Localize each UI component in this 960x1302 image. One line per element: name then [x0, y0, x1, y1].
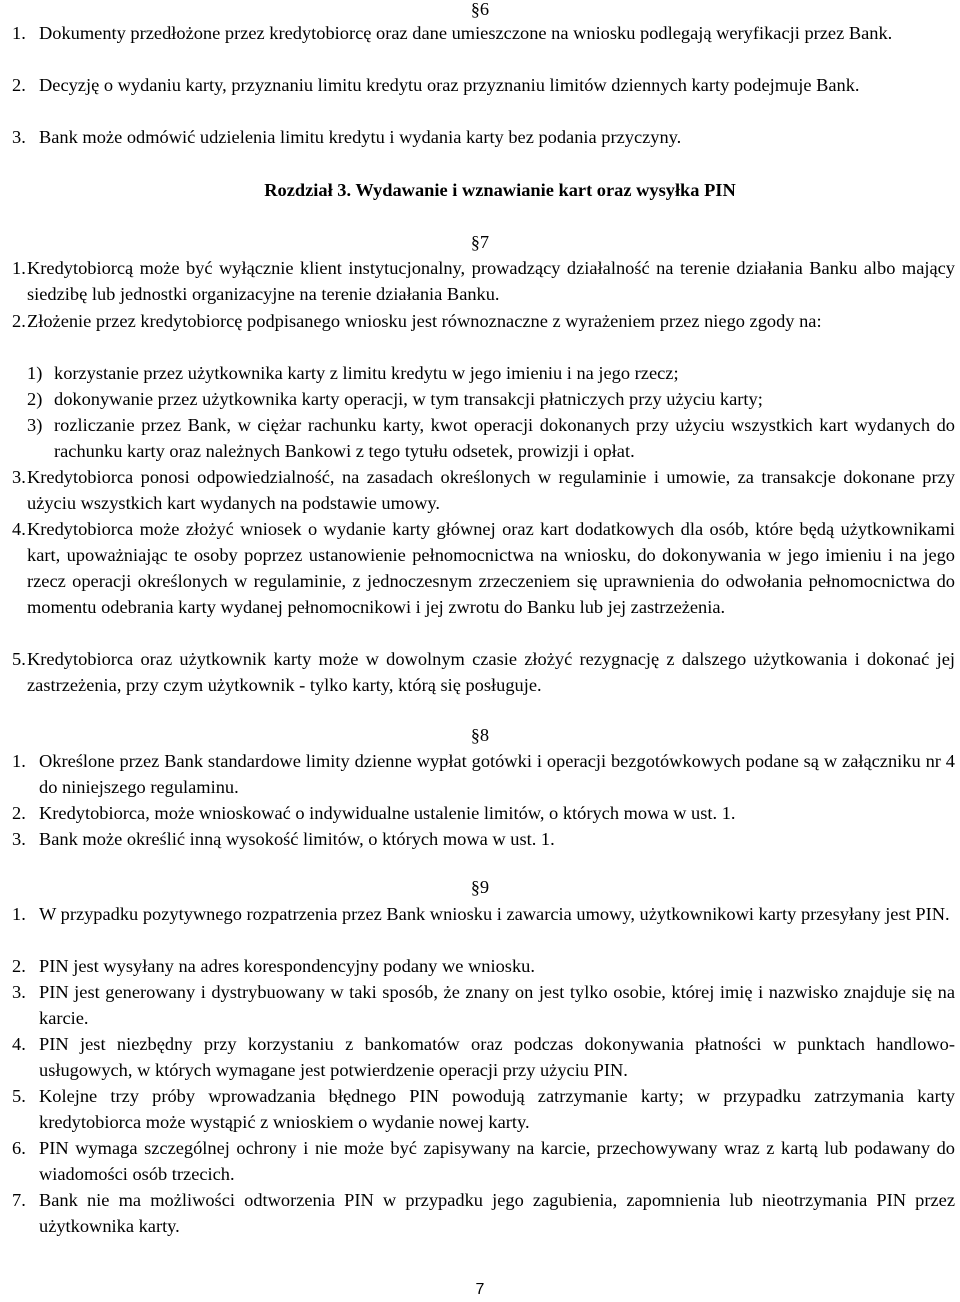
- item-text: Kredytobiorca może złożyć wniosek o wydanie karty głównej oraz kart dodatkowych dla osób, które będą użytkownikami kart, upoważniając te osoby poprzez ustanowienie pełnomocnictwa na wniosku, do dokonywania w jego imieniu i na jego rzecz operacji określonych w regulaminie, z jednoczesnym zrzeczeniem się uprawnienia do odwołania pełnomocnictwa do momentu odebrania karty wydanej pełnomocnikowi i jej zwrotu do Banku lub jej zastrzeżenia.: [27, 519, 955, 617]
- section-number: 9: [479, 877, 490, 897]
- item-text: Określone przez Bank standardowe limity dzienne wypłat gotówki i operacji bezgotówkowych podane są w załączniku nr 4 do niniejszego regulaminu.: [39, 751, 955, 797]
- item-text: Bank może odmówić udzielenia limitu kredytu i wydania karty bez podania przyczyny.: [39, 127, 682, 147]
- section-8-item: [12, 748, 955, 800]
- item-number: 2.: [12, 956, 26, 976]
- item-number: 5.: [12, 1086, 26, 1106]
- subitem-number: 2): [27, 389, 43, 409]
- item-text: Decyzję o wydaniu karty, przyznaniu limitu kredytu oraz przyznaniu limitów dziennych karty podejmuje Bank.: [39, 75, 860, 95]
- chapter-heading: Rozdział 3. Wydawanie i wznawianie kart oraz wysyłka PIN: [264, 180, 736, 200]
- item-number: 2.: [12, 75, 26, 95]
- item-number: 6.: [12, 1138, 26, 1158]
- item-text: Kredytobiorcą może być wyłącznie klient instytucjonalny, prowadzący działalność na terenie działania Banku albo mający siedzibę lub jednostki organizacyjne na terenie działania Banku.: [27, 258, 955, 304]
- section-7-subitem: [27, 386, 955, 412]
- subitem-number: 1): [27, 363, 43, 383]
- item-text: Kredytobiorca, może wnioskować o indywidualne ustalenie limitów, o których mowa w ust. 1.: [39, 803, 736, 823]
- section-7-heading: [0, 229, 960, 255]
- section-6-item: [12, 124, 955, 150]
- item-number: 3.: [12, 467, 26, 487]
- section-number: 7: [479, 232, 490, 252]
- section-7-subitem: [27, 360, 955, 386]
- section-7-item: [12, 516, 955, 620]
- section-8-item: [12, 826, 955, 852]
- item-number: 2.: [12, 803, 26, 823]
- item-text: W przypadku pozytywnego rozpatrzenia przez Bank wniosku i zawarcia umowy, użytkownikowi karty przesyłany jest PIN.: [39, 904, 950, 924]
- section-9-heading: [0, 874, 960, 900]
- section-6-heading: [0, 0, 960, 22]
- section-9-item: [12, 979, 955, 1031]
- item-text: PIN jest niezbędny przy korzystaniu z bankomatów oraz podczas dokonywania płatności w punktach handlowo-usługowych, w których wymagane jest potwierdzenie operacji przy użyciu PIN.: [39, 1034, 955, 1080]
- item-text: PIN jest wysyłany na adres korespondencyjny podany we wniosku.: [39, 956, 535, 976]
- item-number: 1.: [12, 904, 26, 924]
- section-7-item: [12, 646, 955, 698]
- section-symbol: §: [470, 725, 480, 745]
- item-text: PIN wymaga szczególnej ochrony i nie może być zapisywany na karcie, przechowywany wraz z kartą lub podawany do wiadomości osób trzecich.: [39, 1138, 955, 1184]
- item-number: 4.: [12, 1034, 26, 1054]
- section-7-item: [12, 308, 955, 334]
- item-text: Kredytobiorca ponosi odpowiedzialność, na zasadach określonych w regulaminie i umowie, za transakcje dokonane przy użyciu wszystkich kart wydanych na podstawie umowy.: [27, 467, 955, 513]
- section-6-item: [12, 20, 955, 46]
- section-9-item: [12, 1083, 955, 1135]
- item-number: 3.: [12, 982, 26, 1002]
- item-text: Kolejne trzy próby wprowadzania błędnego PIN powodują zatrzymanie karty; w przypadku zatrzymania karty kredytobiorca może wystąpić z wnioskiem o wydanie nowej karty.: [39, 1086, 955, 1132]
- section-symbol: §: [470, 232, 480, 252]
- section-number: 6: [479, 0, 490, 19]
- item-number: 7.: [12, 1190, 26, 1210]
- item-number: 5.: [12, 649, 26, 669]
- section-number: 8: [479, 725, 490, 745]
- section-7-item: [12, 464, 955, 516]
- item-number: 1.: [12, 258, 26, 278]
- subitem-text: korzystanie przez użytkownika karty z limitu kredytu w jego imieniu i na jego rzecz;: [54, 363, 679, 383]
- section-6-item: [12, 72, 955, 98]
- item-number: 3.: [12, 127, 26, 147]
- subitem-number: 3): [27, 415, 43, 435]
- section-8-item: [12, 800, 955, 826]
- section-9-item: [12, 1031, 955, 1083]
- section-9-item: [12, 1135, 955, 1187]
- section-symbol: §: [470, 877, 480, 897]
- page-number: 7: [475, 1281, 485, 1298]
- item-number: 2.: [12, 311, 26, 331]
- item-text: Bank nie ma możliwości odtworzenia PIN w przypadku jego zagubienia, zapomnienia lub nieotrzymania PIN przez użytkownika karty.: [39, 1190, 955, 1236]
- item-text: PIN jest generowany i dystrybuowany w taki sposób, że znany on jest tylko osobie, której imię i nazwisko znajduje się na karcie.: [39, 982, 955, 1028]
- section-symbol: §: [470, 0, 480, 19]
- item-text: Kredytobiorca oraz użytkownik karty może w dowolnym czasie złożyć rezygnację z dalszego użytkowania i dokonać jej zastrzeżenia, przy czym użytkownik - tylko karty, którą się posługuje.: [27, 649, 955, 695]
- section-9-item: [12, 901, 955, 927]
- section-7-item: [12, 255, 955, 307]
- section-7-subitem: [27, 412, 955, 464]
- item-number: 1.: [12, 751, 26, 771]
- item-text: Złożenie przez kredytobiorcę podpisanego wniosku jest równoznaczne z wyrażeniem przez niego zgody na:: [27, 311, 822, 331]
- item-text: Bank może określić inną wysokość limitów, o których mowa w ust. 1.: [39, 829, 555, 849]
- item-number: 1.: [12, 23, 26, 43]
- section-8-heading: [0, 722, 960, 748]
- subitem-text: rozliczanie przez Bank, w ciężar rachunku karty, kwot operacji dokonanych przy użyciu wszystkich kart wydanych do rachunku karty oraz należnych Bankowi z tego tytułu odsetek, prowizji i opłat.: [54, 415, 955, 461]
- section-9-item: [12, 1187, 955, 1239]
- section-9-item: [12, 953, 955, 979]
- subitem-text: dokonywanie przez użytkownika karty operacji, w tym transakcji płatniczych przy użyciu karty;: [54, 389, 763, 409]
- item-text: Dokumenty przedłożone przez kredytobiorcę oraz dane umieszczone na wniosku podlegają weryfikacji przez Bank.: [39, 23, 893, 43]
- item-number: 3.: [12, 829, 26, 849]
- item-number: 4.: [12, 519, 26, 539]
